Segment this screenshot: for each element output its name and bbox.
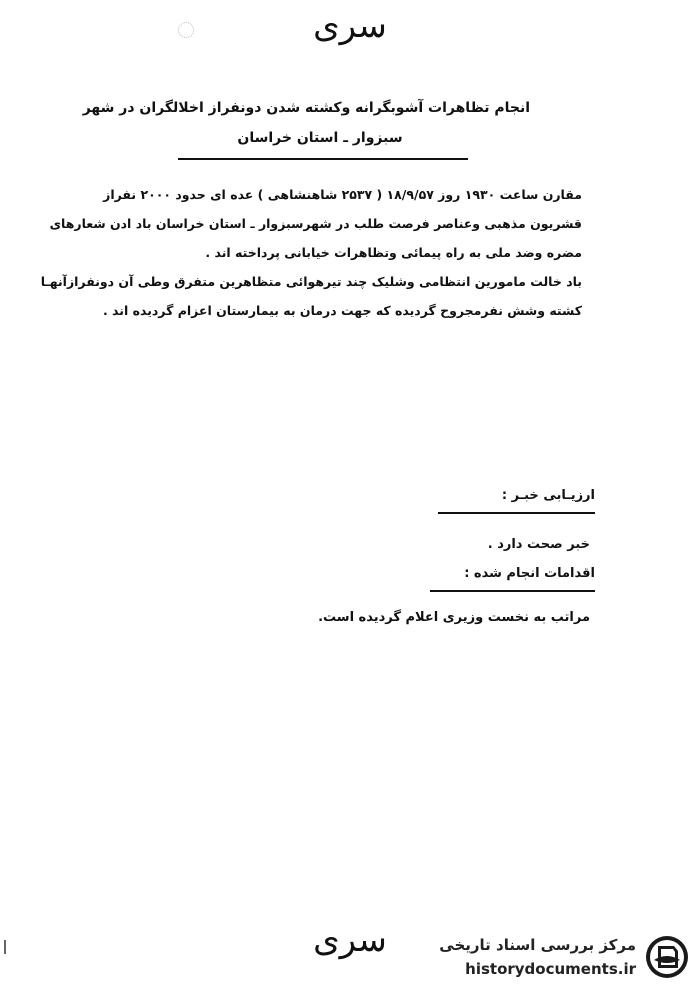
body-line: مقارن ساعت ۱۹۳۰ روز ۱۸/۹/۵۷ ( ۲۵۳۷ شاهنشاهی ) عده ای حدود ۲۰۰۰ نفراز (103, 187, 582, 202)
title-line-2: سبزوار ـ استان خراسان (237, 130, 403, 146)
evaluation-value: خبر صحت دارد . (487, 537, 590, 552)
title-underline (178, 158, 468, 160)
scan-edge-mark (4, 940, 6, 954)
archive-watermark (414, 932, 694, 990)
classification-header: سری (313, 6, 387, 46)
classification-footer: سری (313, 920, 387, 960)
body-line: قشریون مذهبی وعناصر فرصت طلب در شهرسبزوار ـ استان خراسان باد ادن شعارهای (49, 216, 582, 231)
document-title (82, 100, 530, 146)
watermark-url: historydocuments.ir (465, 960, 636, 978)
report-body (40, 180, 582, 325)
actions-value: مراتب به نخست وزیری اعلام گردیده است. (318, 610, 590, 625)
watermark-name: مرکز بررسی اسناد تاریخی (439, 936, 636, 954)
body-line: مضره وضد ملی به راه پیمائی وتظاهرات خیابانی پرداخته اند . (205, 245, 582, 260)
actions-heading: اقدامات انجام شده : (464, 566, 595, 581)
document-logo-icon (644, 934, 690, 980)
evaluation-heading: ارزیـابی خبـر : (501, 488, 595, 503)
body-line: باد خالت مامورین انتظامی وشلیک چند تیرهوائی متظاهرین متفرق وطی آن دونفرازآنهـا (40, 274, 582, 289)
body-line: کشته وشش نفرمجروح گردیده که جهت درمان به بیمارستان اعزام گردیده اند . (102, 303, 582, 318)
title-line-1: انجام تظاهرات آشوبگرانه وکشته شدن دونفراز اخلالگران در شهر (82, 100, 530, 116)
actions-underline (430, 590, 595, 592)
evaluation-underline (438, 512, 595, 514)
